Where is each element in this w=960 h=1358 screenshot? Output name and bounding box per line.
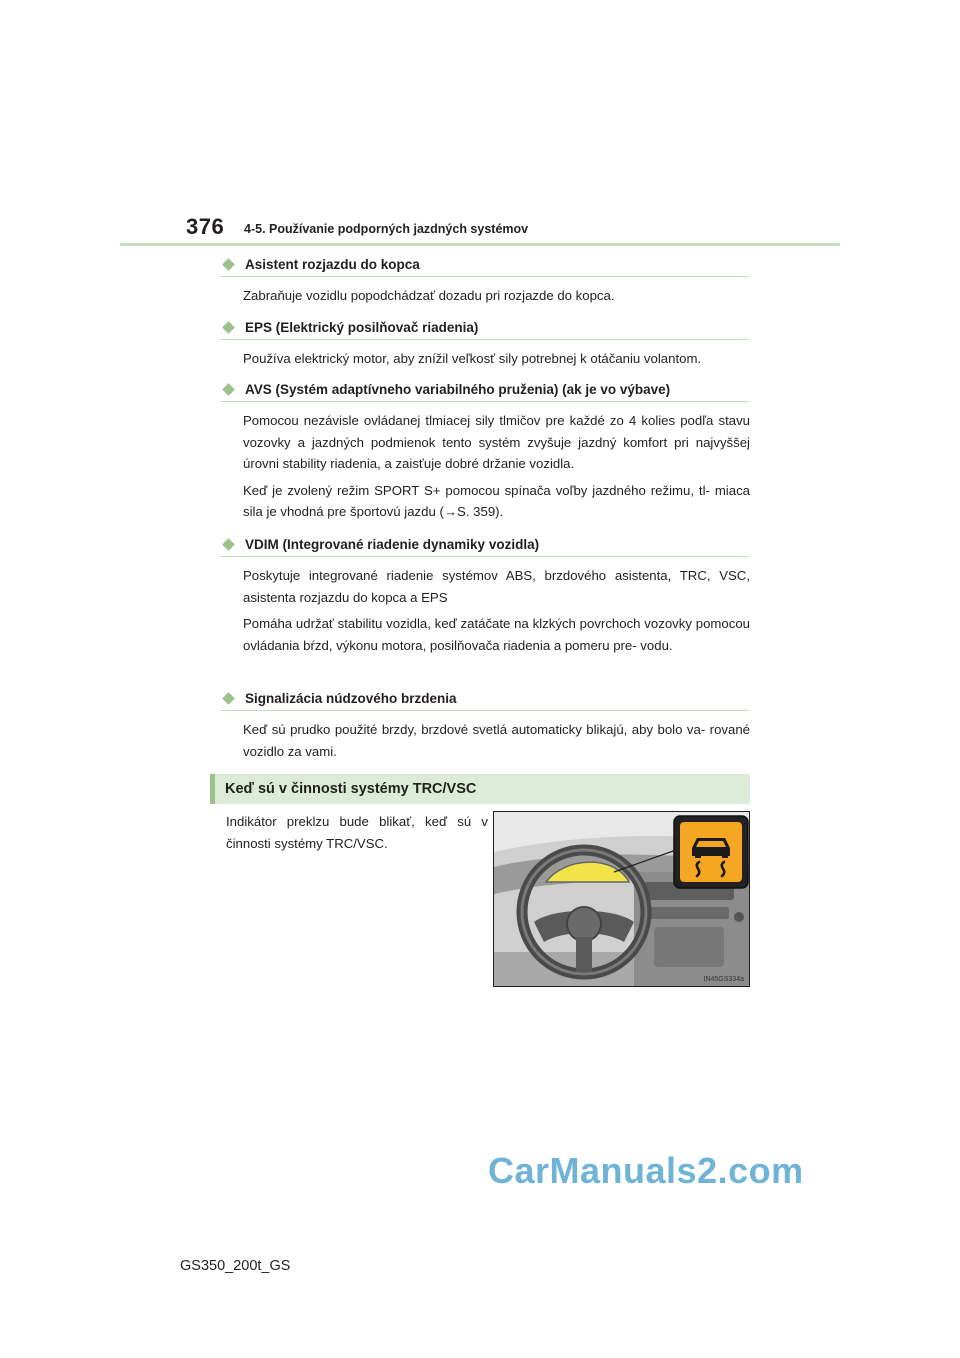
section-paragraph: Keď je zvolený režim SPORT S+ pomocou spínača voľby jazdného režimu, tl- miaca sila je vhodná pre športovú jazdu (→S. 359). — [243, 482, 750, 519]
section-title: VDIM (Integrované riadenie dynamiky vozidla) — [245, 537, 540, 552]
section-hill-start-assist — [220, 253, 750, 312]
section-title: Signalizácia núdzového brzdenia — [245, 691, 457, 706]
section-title: EPS (Elektrický posilňovač riadenia) — [245, 320, 479, 335]
diamond-bullet-icon — [222, 383, 235, 396]
section-paragraph: Pomocou nezávisle ovládanej tlmiacej sily tlmičov pre každé zo 4 kolies podľa stavu vozovky a jazdných podmienok tento systém zvyšuje jazdný komfort pri najvyššej úrovni stability riadenia, a zaisťuje dobré držanie vozidla. — [243, 413, 750, 471]
trc-vsc-text: Indikátor preklzu bude blikať, keď sú v činnosti systémy TRC/VSC. — [226, 814, 488, 851]
section-vdim — [220, 533, 750, 661]
section-paragraph: Pomáha udržať stabilitu vozidla, keď zatáčate na klzkých povrchoch vozovky pomocou ovládania bŕzd, výkonu motora, posilňovača riadenia a pomeru pre- vodu. — [243, 616, 750, 653]
section-heading — [220, 253, 750, 277]
section-eps — [220, 316, 750, 375]
section-paragraph: Zabraňuje vozidlu popodchádzať dozadu pri rozjazde do kopca. — [243, 288, 615, 303]
page-number: 376 — [186, 214, 225, 239]
diamond-bullet-icon — [222, 258, 235, 271]
section-avs — [220, 378, 750, 528]
header-rule — [120, 243, 840, 246]
section-paragraph: Poskytuje integrované riadenie systémov ABS, brzdového asistenta, TRC, VSC, asistenta rozjazdu do kopca a EPS — [243, 568, 750, 605]
trc-vsc-title: Keď sú v činnosti systémy TRC/VSC — [225, 781, 477, 797]
footer-model-code: GS350_200t_GS — [180, 1258, 291, 1274]
section-paragraph: Používa elektrický motor, aby znížil veľkosť sily potrebnej k otáčaniu volantom. — [243, 351, 702, 366]
diamond-bullet-icon — [222, 692, 235, 705]
dashboard-illustration — [493, 811, 750, 987]
figure-code: IN45GS334a — [703, 976, 744, 983]
section-heading — [220, 316, 750, 340]
section-heading — [220, 687, 750, 711]
section-title: Asistent rozjazdu do kopca — [245, 257, 420, 272]
diamond-bullet-icon — [222, 538, 235, 551]
watermark: CarManuals2.com — [488, 1150, 804, 1191]
section-heading — [220, 378, 750, 402]
section-paragraph: Keď sú prudko použité brzdy, brzdové svetlá automaticky blikajú, aby bolo va- rované vozidlo za vami. — [243, 722, 750, 759]
chapter-title: 4-5. Používanie podporných jazdných systémov — [244, 222, 529, 236]
trc-vsc-heading — [210, 774, 750, 804]
section-emergency-brake-signal — [220, 687, 750, 767]
section-heading — [220, 533, 750, 557]
section-title: AVS (Systém adaptívneho variabilného pruženia) (ak je vo výbave) — [245, 382, 671, 397]
dashboard-drawing — [494, 812, 750, 987]
diamond-bullet-icon — [222, 321, 235, 334]
